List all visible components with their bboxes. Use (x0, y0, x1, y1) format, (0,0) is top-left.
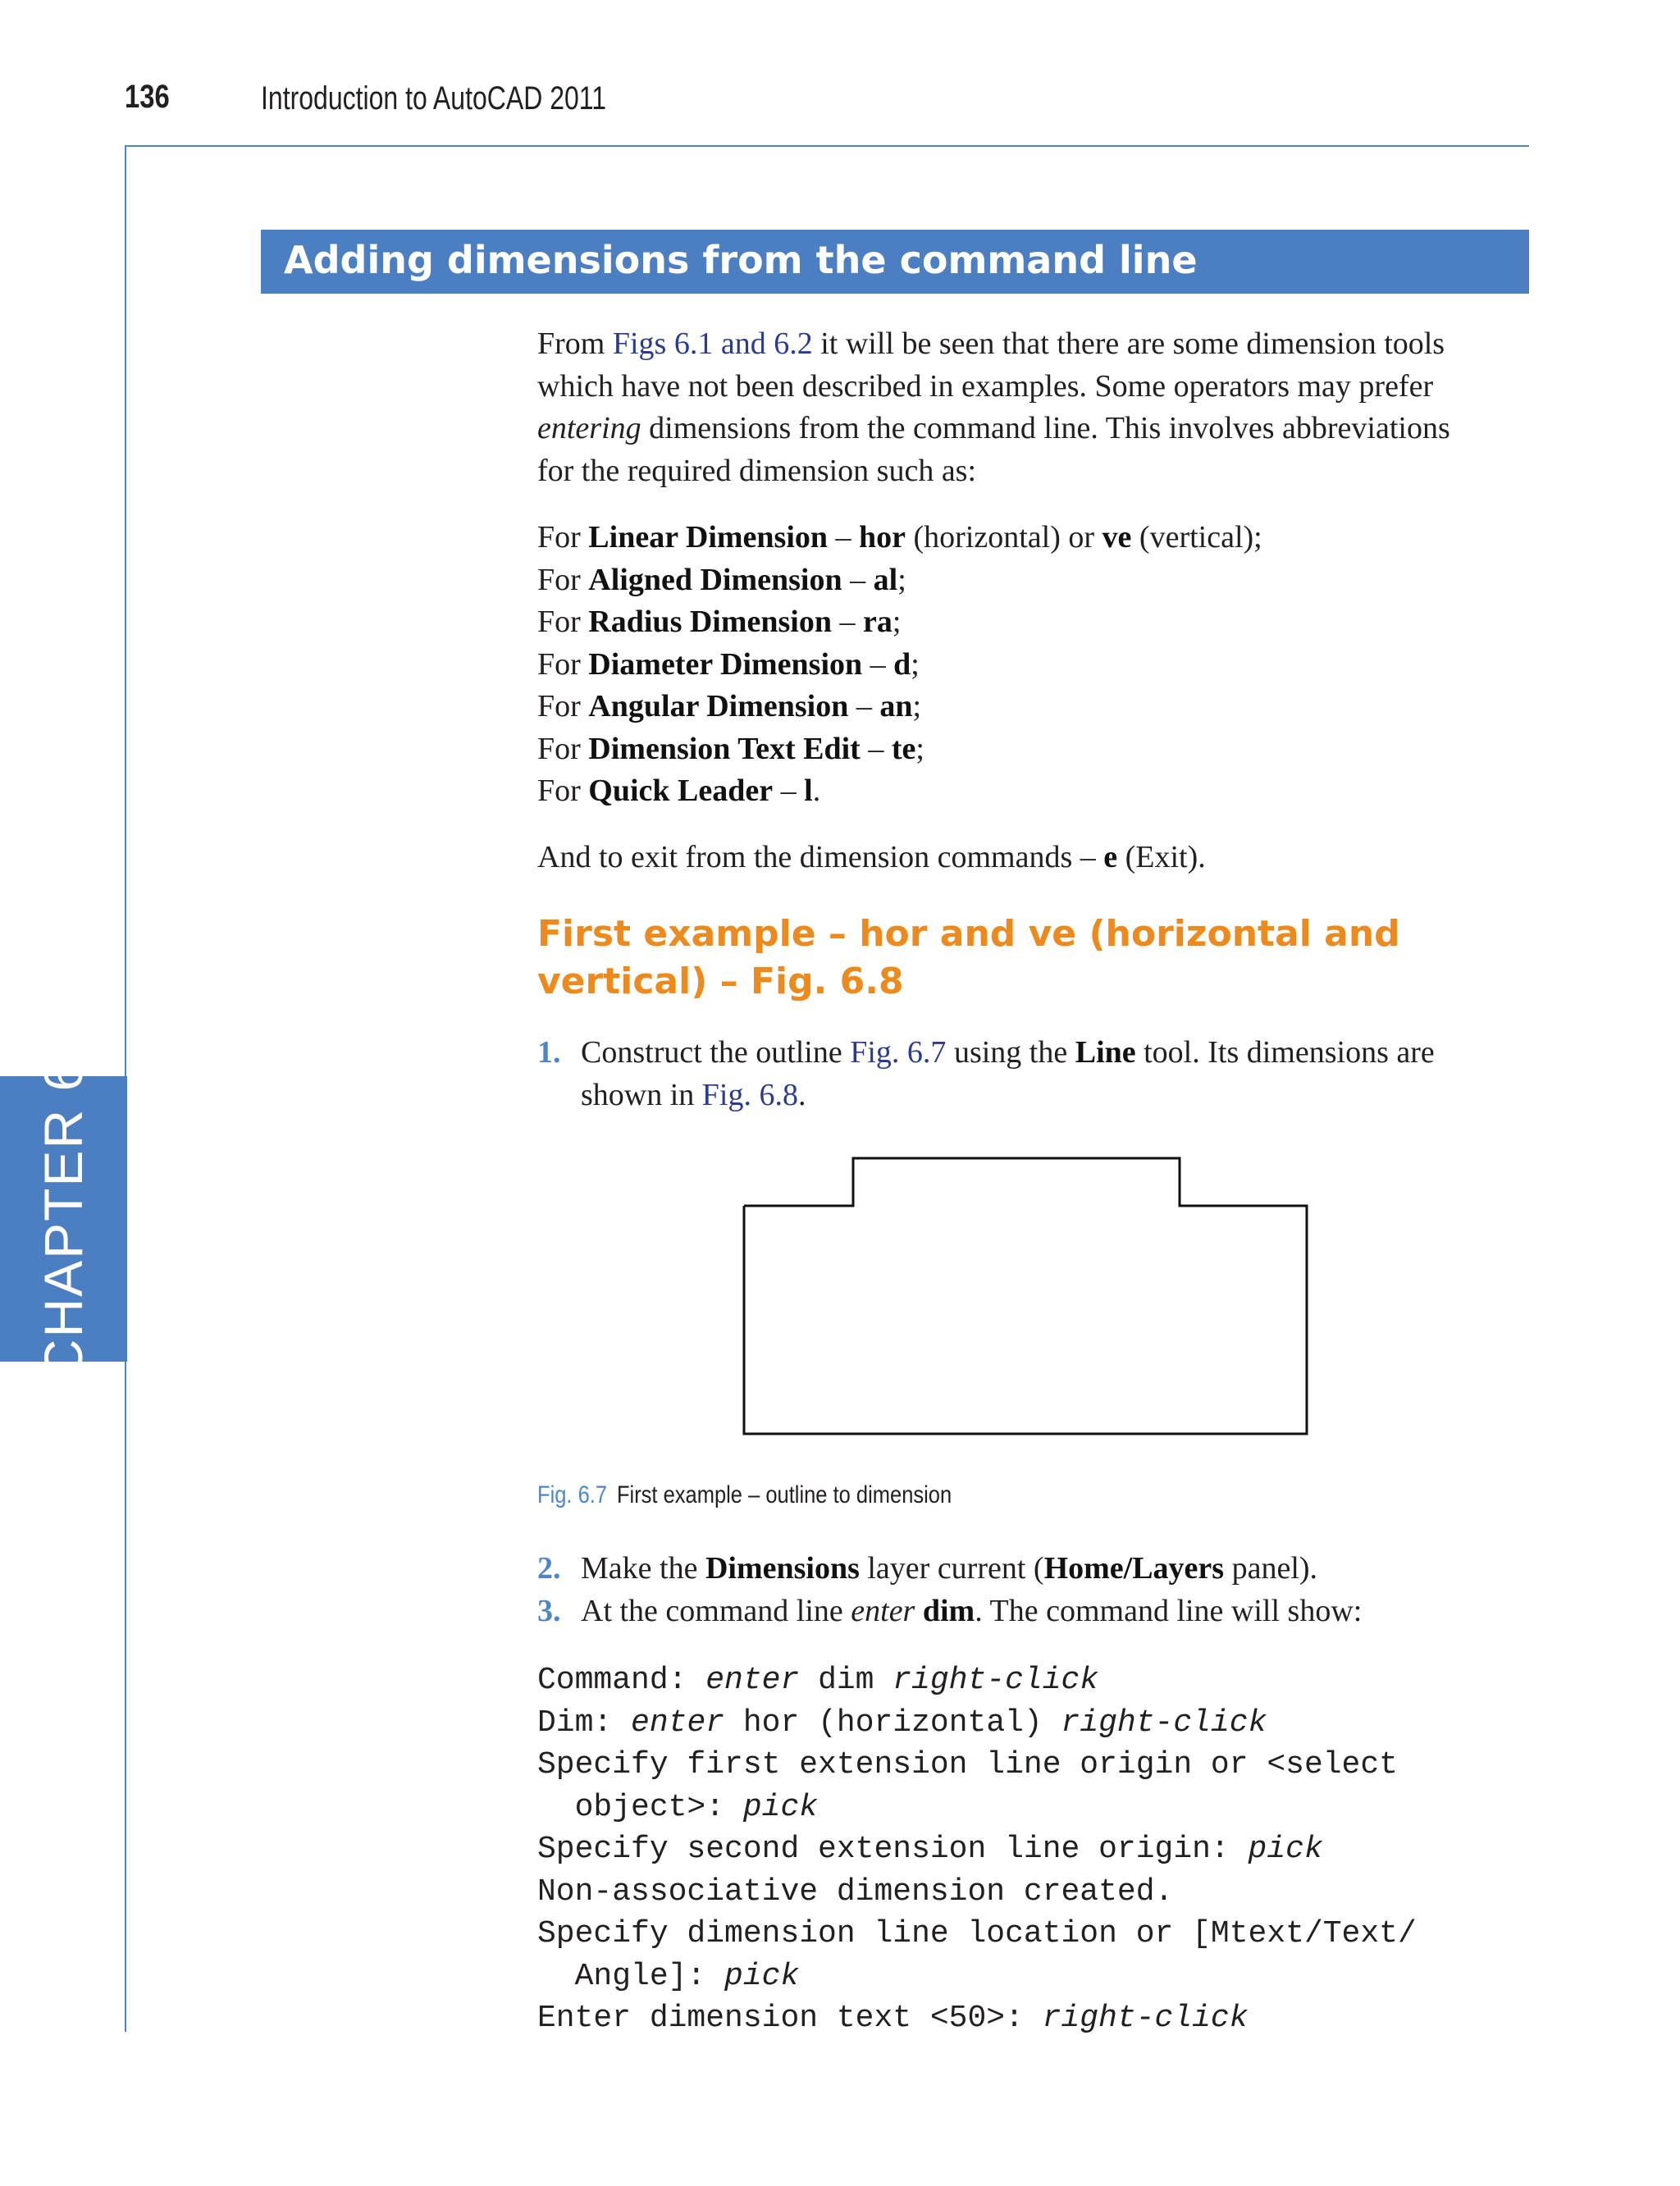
command-line (537, 1744, 1417, 1787)
text: layer current ( (859, 1551, 1044, 1586)
text: Dim: (537, 1705, 632, 1741)
text: And to exit from the dimension commands – (537, 840, 1104, 874)
abbreviation-item (537, 601, 1534, 644)
command-listing (537, 1659, 1417, 2040)
command-line (537, 1913, 1417, 1956)
text: – (828, 520, 860, 554)
dimension-name: Dimension Text Edit (588, 731, 861, 766)
text-emphasis: entering (537, 411, 641, 445)
text: ; (897, 562, 906, 597)
text: hor (horizontal) (724, 1705, 1061, 1741)
abbreviation-item (537, 559, 1534, 602)
text: – (848, 689, 880, 723)
text: Specify dimension line location or [Mtext/Text/ (537, 1916, 1417, 1951)
text: . (798, 1077, 806, 1112)
outline-figure (742, 1157, 1308, 1435)
text: For (537, 731, 589, 766)
text: . The command line will show: (975, 1593, 1363, 1628)
dimension-name: Quick Leader (588, 774, 774, 808)
command-name: dim (922, 1593, 975, 1628)
intro-line: which have not been described in examples. Some operators may prefer (537, 368, 1434, 404)
text-italic: right-click (1042, 2001, 1249, 2036)
text: . (812, 774, 821, 808)
abbreviation-item (537, 686, 1534, 728)
step-2 (537, 1548, 1534, 1590)
header-rule (125, 145, 1529, 147)
command-line (537, 1871, 1417, 1914)
text: For (537, 689, 589, 723)
text: From (537, 326, 613, 361)
step-number: 2. (537, 1551, 561, 1586)
text: dim (799, 1663, 893, 1698)
exit-paragraph (537, 837, 1534, 879)
command-line (537, 1787, 1417, 1829)
steps-2-3 (537, 1548, 1534, 1632)
step-1 (537, 1032, 1534, 1116)
figs-link[interactable]: Figs 6.1 and 6.2 (612, 326, 813, 361)
abbreviation-item (537, 644, 1534, 687)
text: Command: (537, 1663, 706, 1698)
command-line (537, 1828, 1417, 1871)
dimension-name: Radius Dimension (588, 605, 832, 639)
text: object>: (537, 1789, 743, 1825)
fig-6-8-link[interactable]: Fig. 6.8 (701, 1077, 798, 1112)
dimension-name: Linear Dimension (588, 520, 829, 554)
text: – (842, 562, 874, 597)
text: – (773, 774, 805, 808)
text-italic: pick (724, 1958, 800, 1994)
chapter-tab (0, 1059, 127, 1379)
text: ; (915, 731, 924, 766)
text-italic: enter (631, 1705, 725, 1741)
command-line (537, 1702, 1417, 1745)
text: – (860, 731, 892, 766)
text-italic: right-click (892, 1663, 1099, 1698)
dimension-name: Diameter Dimension (588, 646, 863, 682)
text-emphasis: enter (851, 1593, 915, 1628)
text: For (537, 774, 589, 808)
text: – (862, 646, 894, 682)
section-title: Adding dimensions from the command line (284, 238, 1198, 282)
text-italic: pick (1248, 1832, 1323, 1867)
text: panel). (1224, 1551, 1318, 1586)
running-title: Introduction to AutoCAD 2011 (261, 80, 607, 116)
page-number: 136 (125, 79, 170, 115)
step-number: 1. (537, 1035, 561, 1070)
text: For (537, 520, 589, 554)
heading-line: vertical) – Fig. 6.8 (537, 961, 904, 1002)
command-line (537, 1956, 1417, 1998)
text: Enter dimension text <50>: (537, 2001, 1043, 2036)
abbreviation-item (537, 728, 1534, 771)
text: shown in (581, 1077, 702, 1112)
panel-name: Home/Layers (1043, 1551, 1225, 1586)
step-line (537, 1075, 1534, 1117)
text: For (537, 646, 589, 682)
text: dimensions from the command line. This involves abbreviations (641, 411, 1450, 445)
section-banner (261, 230, 1529, 294)
figure-label: Fig. 6.7 (537, 1481, 608, 1508)
abbreviation-item (537, 770, 1534, 813)
abbreviation: l (804, 774, 813, 808)
figure-caption (537, 1481, 952, 1509)
fig-6-7-link[interactable]: Fig. 6.7 (850, 1035, 947, 1070)
abbreviation: d (893, 646, 911, 682)
text: (vertical); (1131, 520, 1262, 554)
example-heading (537, 910, 1522, 1006)
text: ; (911, 646, 920, 682)
abbreviation: te (891, 731, 916, 766)
step-3 (537, 1590, 1534, 1633)
dimension-name: Angular Dimension (588, 689, 849, 723)
text: Angle]: (537, 1958, 725, 1994)
text-italic: right-click (1061, 1705, 1267, 1741)
abbreviation: ra (863, 605, 892, 639)
text: Specify first extension line origin or <select (537, 1747, 1398, 1782)
text: – (832, 605, 863, 639)
tool-name: Line (1075, 1035, 1136, 1070)
abbreviation: an (879, 689, 913, 723)
abbreviation-list (537, 517, 1534, 813)
text: ; (892, 605, 902, 639)
text: (Exit). (1117, 840, 1206, 874)
text (915, 1594, 923, 1628)
command-line (537, 1659, 1417, 1702)
intro-line (537, 408, 1534, 450)
exit-line (537, 837, 1534, 879)
abbreviation: hor (859, 520, 906, 554)
intro-line: for the required dimension such as: (537, 453, 977, 488)
step-number: 3. (537, 1593, 561, 1628)
intro-line (537, 323, 1534, 366)
text: Construct the outline (581, 1035, 851, 1070)
intro-paragraph (537, 323, 1534, 492)
outline-shape (744, 1158, 1307, 1434)
command-line (537, 1997, 1417, 2040)
text: For (537, 605, 589, 639)
text: (horizontal) or (906, 520, 1102, 554)
text: tool. Its dimensions are (1135, 1035, 1435, 1070)
text-italic: pick (742, 1789, 819, 1825)
heading-line: First example – hor and ve (horizontal and (537, 913, 1400, 955)
text: ; (912, 689, 922, 723)
abbreviation-item (537, 517, 1534, 559)
text: At the command line (581, 1593, 851, 1628)
text: For (537, 562, 589, 597)
abbreviation: e (1103, 840, 1118, 874)
step-line (537, 1032, 1534, 1075)
text: using the (946, 1035, 1075, 1070)
text: Specify second extension line origin: (537, 1832, 1249, 1867)
text: Non-associative dimension created. (537, 1873, 1174, 1910)
chapter-tab-label: CHAPTER 6 (33, 1059, 94, 1379)
dimension-name: Aligned Dimension (588, 562, 842, 597)
abbreviation: ve (1102, 520, 1132, 554)
abbreviation: al (873, 562, 898, 597)
caption-text: First example – outline to dimension (616, 1481, 952, 1508)
text: it will be seen that there are some dimension tools (812, 326, 1445, 361)
text-italic: enter (705, 1663, 800, 1698)
text: Make the (581, 1551, 705, 1586)
layer-name: Dimensions (705, 1551, 860, 1586)
